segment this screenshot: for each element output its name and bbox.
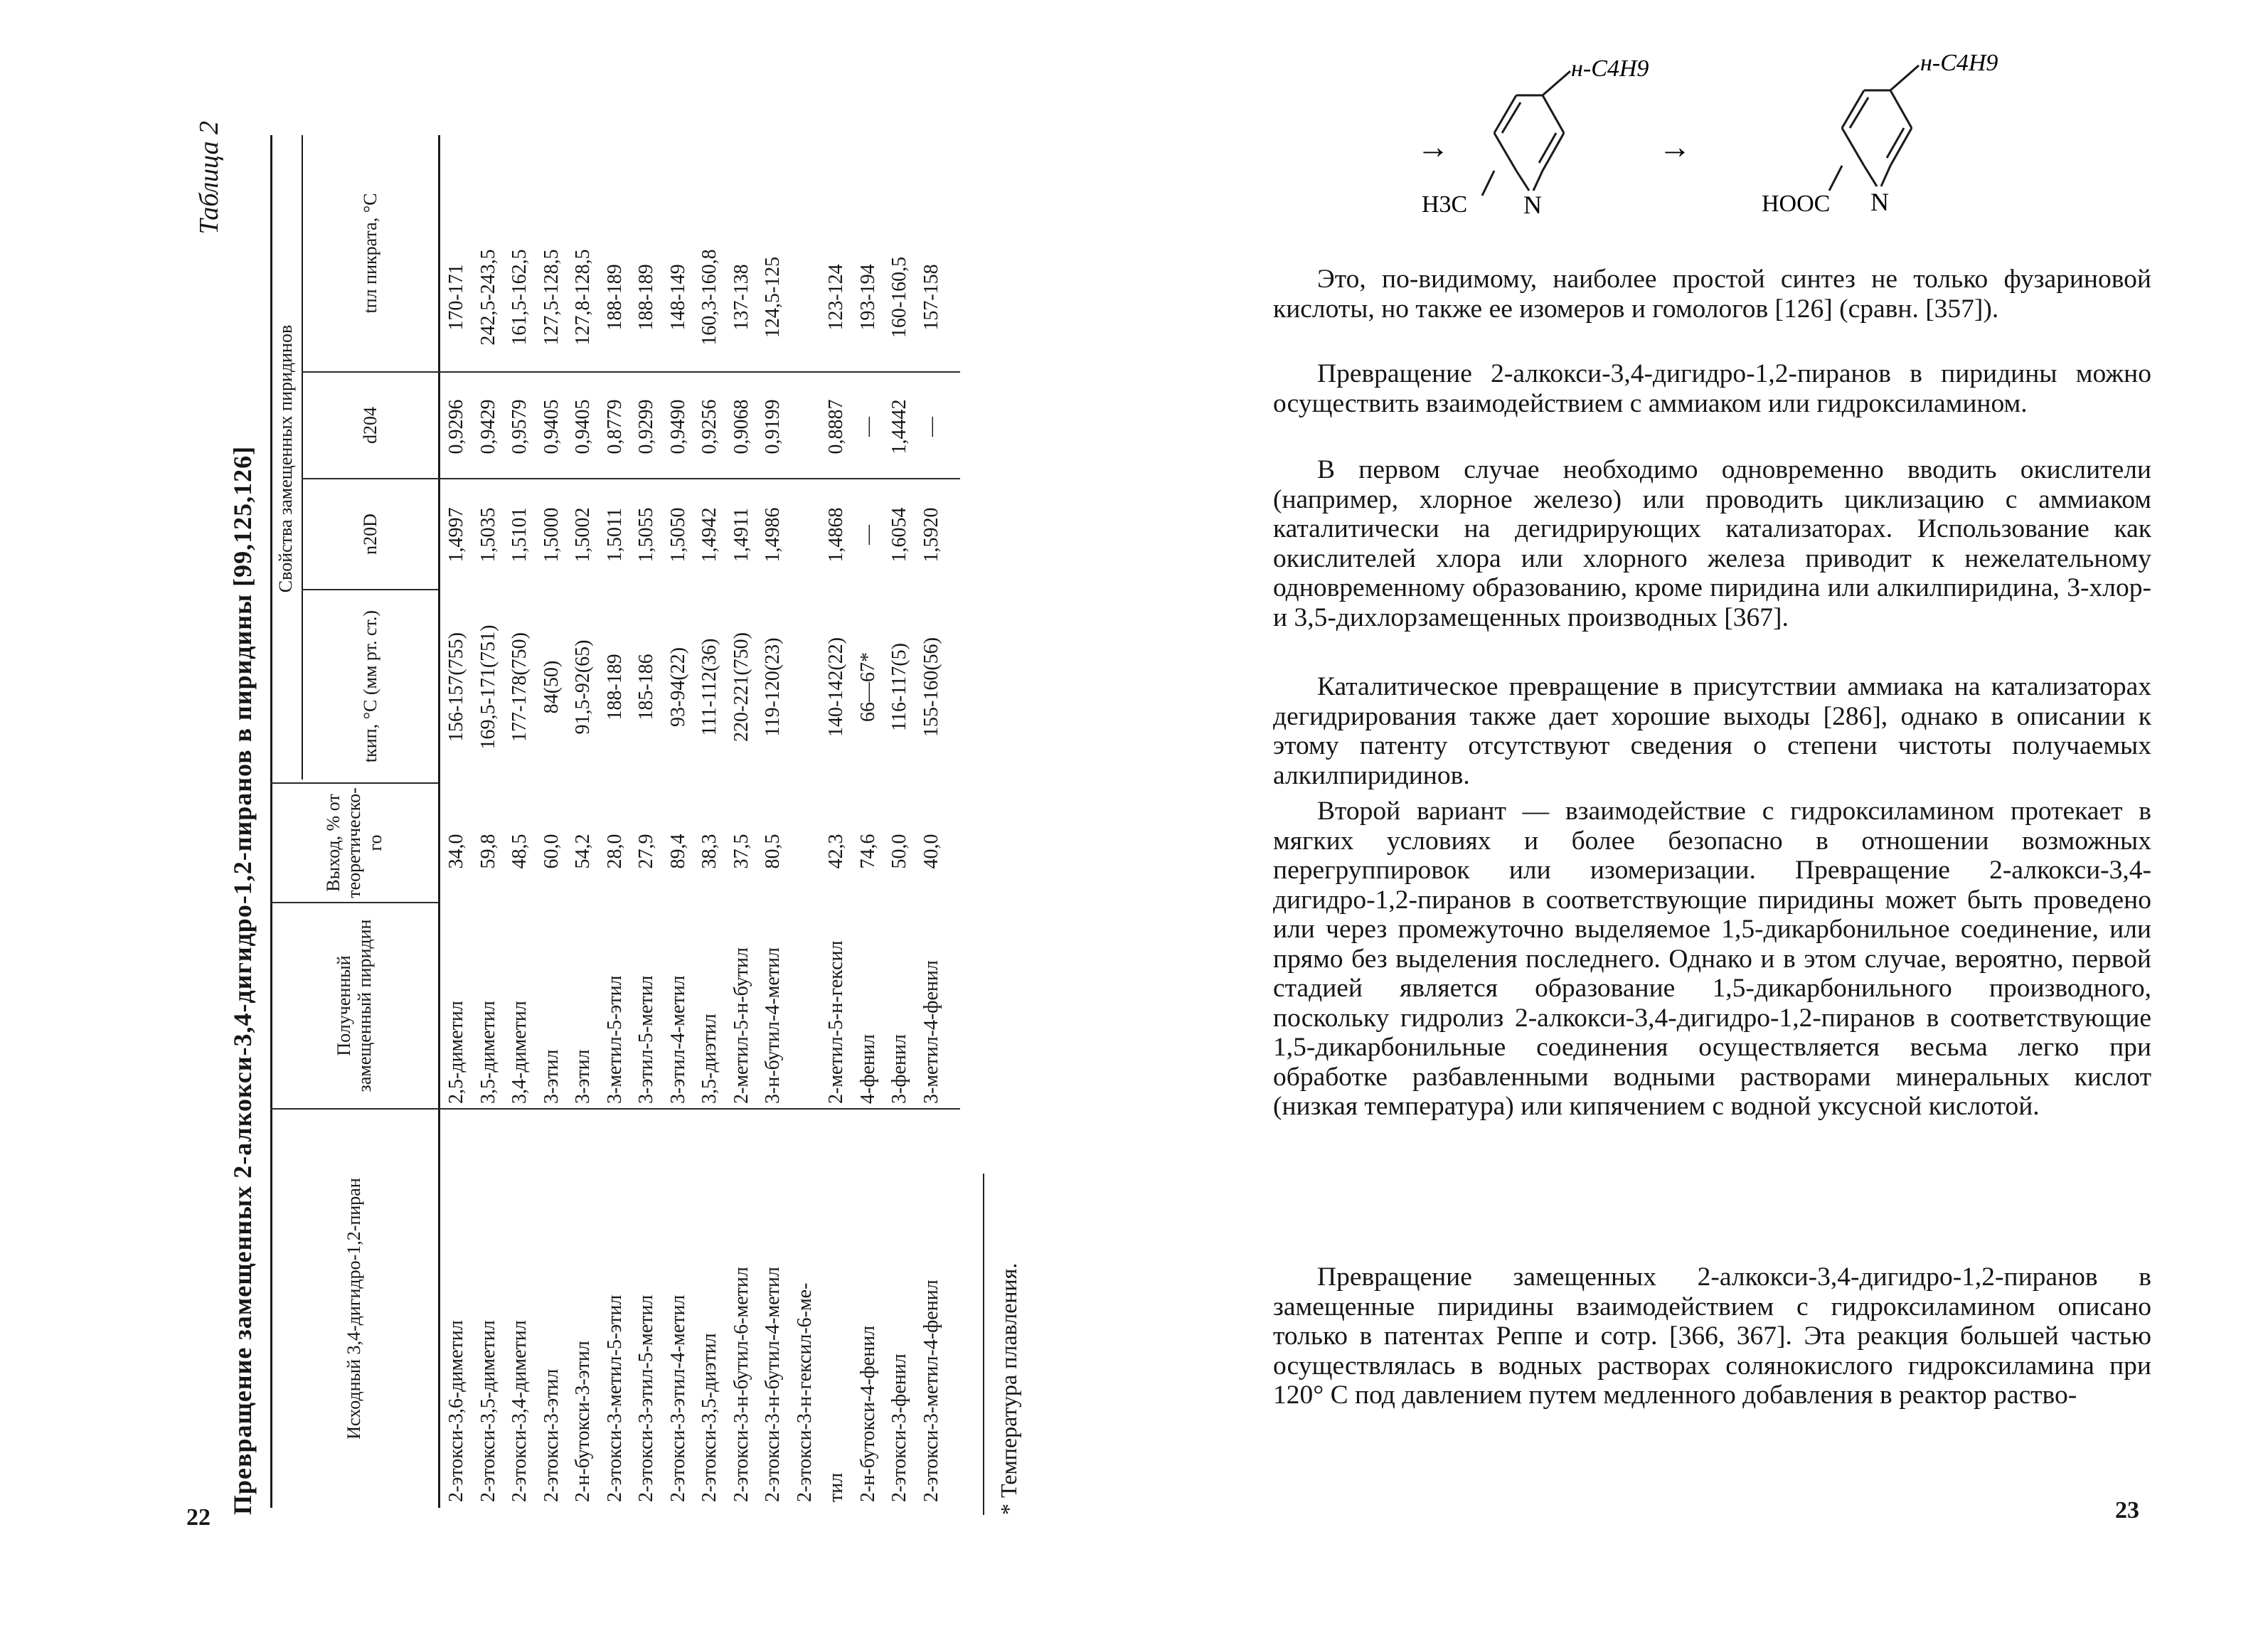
cell-yield: 54,2 bbox=[572, 834, 594, 869]
cell-bp: 220-221(750) bbox=[730, 632, 752, 742]
table-row bbox=[541, 135, 572, 1508]
cell-nd: 1,4986 bbox=[762, 507, 784, 563]
cell-yield: 38,3 bbox=[698, 834, 720, 869]
cell-bp: 169,5-171(751) bbox=[477, 624, 499, 750]
cell-nd: 1,5101 bbox=[509, 507, 531, 563]
cell-yield: 28,0 bbox=[603, 834, 626, 869]
cell-mp: 188-189 bbox=[603, 264, 626, 331]
cell-nd: 1,4997 bbox=[445, 507, 467, 563]
cell-d: — bbox=[920, 417, 942, 437]
cell-product: 3-н-бутил-4-метил bbox=[762, 947, 784, 1104]
cell-nd: 1,5011 bbox=[603, 508, 626, 562]
ring-n-label-1: N bbox=[1523, 191, 1542, 219]
butyl-label-2: н-C4H9 bbox=[1920, 50, 1998, 76]
cell-start: 2-н-бутокси-3-этил bbox=[572, 1341, 594, 1502]
cell-product: 2-метил-5-н-бутил bbox=[730, 947, 752, 1104]
right-page bbox=[1134, 0, 2268, 1638]
cell-start: 2-этокси-3-метил-4-фенил bbox=[920, 1280, 942, 1502]
cell-d: 0,9068 bbox=[730, 399, 752, 454]
cell-yield: 34,0 bbox=[445, 834, 467, 869]
footnote: * Температура плавления. bbox=[996, 1262, 1021, 1515]
cell-bp: 119-120(23) bbox=[762, 637, 784, 737]
cell-nd: 1,5055 bbox=[635, 507, 657, 563]
table-row bbox=[698, 135, 730, 1508]
header-start-pyran: Исходный 3,4-дигидро-1,2-пиран bbox=[344, 1178, 365, 1440]
cell-d: 0,8779 bbox=[603, 399, 626, 454]
table-row bbox=[730, 135, 762, 1508]
cell-product: 3-этил bbox=[540, 1049, 563, 1104]
cell-product: 3-этил-4-метил bbox=[666, 975, 689, 1104]
cell-start: 2-этокси-3-этил-4-метил bbox=[666, 1294, 689, 1502]
cell-bp: 156-157(755) bbox=[445, 632, 467, 742]
cell-d: — bbox=[856, 417, 879, 437]
cell-start: 2-н-бутокси-4-фенил bbox=[856, 1325, 879, 1502]
cell-bp: 177-178(750) bbox=[509, 632, 531, 742]
cell-bp: 140-142(22) bbox=[825, 637, 847, 737]
cell-yield: 50,0 bbox=[888, 834, 910, 869]
cell-yield: 74,6 bbox=[856, 834, 879, 869]
cell-d: 0,9299 bbox=[635, 399, 657, 454]
cell-bp: 116-117(5) bbox=[888, 643, 910, 731]
cell-nd: 1,4911 bbox=[730, 508, 752, 562]
cell-start: 2-этокси-3,5-диэтил bbox=[698, 1333, 720, 1502]
cell-mp: 137-138 bbox=[730, 264, 752, 331]
cell-start: 2-этокси-3-метил-5-этил bbox=[603, 1294, 626, 1502]
cell-nd: 1,5050 bbox=[666, 507, 689, 563]
table-row bbox=[667, 135, 698, 1508]
cell-start: 2-этокси-3-н-бутил-6-метил bbox=[730, 1267, 752, 1502]
cell-mp: 127,8-128,5 bbox=[572, 249, 594, 346]
cell-nd: 1,4942 bbox=[698, 507, 720, 563]
header-picrate-mp: tпл пикрата, °С bbox=[360, 193, 381, 314]
cell-d: 0,9429 bbox=[477, 399, 499, 454]
cell-product: 3-этил bbox=[572, 1049, 594, 1104]
pyridine-ring-1 bbox=[1482, 71, 1570, 196]
cell-d: 0,9199 bbox=[762, 399, 784, 454]
carboxyl-label: HOOC bbox=[1762, 191, 1831, 217]
cell-nd: — bbox=[856, 525, 879, 545]
cell-bp: 185-186 bbox=[635, 654, 657, 720]
cell-product: 3-метил-5-этил bbox=[603, 975, 626, 1104]
table-row bbox=[509, 135, 540, 1508]
cell-product: 3,5-диэтил bbox=[698, 1014, 720, 1104]
cell-start: 2-этокси-3,4-диметил bbox=[509, 1320, 531, 1502]
pyridine-ring-2 bbox=[1829, 65, 1919, 191]
table-row bbox=[604, 135, 635, 1508]
cell-mp: 193-194 bbox=[856, 264, 879, 331]
cell-bp: 84(50) bbox=[540, 660, 563, 714]
cell-d: 0,9579 bbox=[509, 399, 531, 454]
page-number-left: 22 bbox=[186, 1504, 211, 1531]
table-row bbox=[857, 135, 888, 1508]
cell-product: 2-метил-5-н-гексил bbox=[825, 940, 847, 1104]
cell-mp: 160,3-160,8 bbox=[698, 249, 720, 346]
reaction-scheme bbox=[1134, 0, 2268, 270]
cell-product: 3-фенил bbox=[888, 1034, 910, 1104]
table-row bbox=[794, 135, 825, 1508]
cell-start: 2-этокси-3,5-диметил bbox=[477, 1320, 499, 1502]
page-number-right: 23 bbox=[2115, 1497, 2139, 1523]
cell-yield: 37,5 bbox=[730, 834, 752, 869]
cell-d: 0,9405 bbox=[540, 399, 563, 454]
data-table bbox=[270, 135, 960, 1508]
cell-bp: 111-112(36) bbox=[698, 638, 720, 736]
header-yield: Выход, % от теоретического bbox=[323, 787, 385, 898]
cell-product: 3,4-диметил bbox=[509, 1001, 531, 1104]
cell-mp: 123-124 bbox=[825, 264, 847, 331]
cell-d: 1,4442 bbox=[888, 399, 910, 454]
header-product-pyridine: Полученный замещенный пиридин bbox=[333, 919, 375, 1092]
cell-nd: 1,6054 bbox=[888, 507, 910, 563]
cell-mp: 188-189 bbox=[635, 264, 657, 331]
cell-d: 0,9256 bbox=[698, 399, 720, 454]
cell-d: 0,9296 bbox=[445, 399, 467, 454]
paragraph-2: Превращение 2-алкокси-3,4-дигидро-1,2-пиранов в пиридины можно осуществить взаимодействием с аммиаком или гидроксиламином. bbox=[1273, 359, 2151, 418]
cell-start: 2-этокси-3-этил-5-метил bbox=[635, 1294, 657, 1502]
cell-nd: 1,5920 bbox=[920, 507, 942, 563]
table-row bbox=[920, 135, 952, 1508]
header-density: d204 bbox=[360, 407, 381, 444]
cell-yield: 42,3 bbox=[825, 834, 847, 869]
cell-product: 3-метил-4-фенил bbox=[920, 960, 942, 1104]
cell-product: 2,5-диметил bbox=[445, 1001, 467, 1104]
rotated-table-block bbox=[193, 107, 1118, 1515]
paragraph-1: Это, по-видимому, наиболее простой синтез не только фузариновой кислоты, но также ее изомеров и гомологов [126] (сравн. [357]). bbox=[1273, 265, 2151, 324]
cell-mp: 160-160,5 bbox=[888, 256, 910, 339]
cell-mp: 124,5-125 bbox=[762, 256, 784, 339]
cell-start: 2-этокси-3-фенил bbox=[888, 1354, 910, 1502]
cell-bp: 93-94(22) bbox=[666, 647, 689, 727]
methyl-label: H3C bbox=[1422, 191, 1468, 218]
cell-start: 2-этокси-3,6-диметил bbox=[445, 1320, 467, 1502]
cell-mp: 161,5-162,5 bbox=[509, 249, 531, 346]
cell-bp: 155-160(56) bbox=[920, 637, 942, 737]
table-row bbox=[825, 135, 856, 1508]
cell-mp: 157-158 bbox=[920, 264, 942, 331]
cell-yield: 59,8 bbox=[477, 834, 499, 869]
cell-yield: 27,9 bbox=[635, 834, 657, 869]
cell-start: 2-этокси-3-этил bbox=[540, 1368, 563, 1502]
header-boiling-point: tкип, °С (мм рт. ст.) bbox=[360, 610, 381, 763]
cell-start: 2-этокси-3-н-бутил-4-метил bbox=[762, 1267, 784, 1502]
cell-yield: 40,0 bbox=[920, 834, 942, 869]
cell-mp: 170-171 bbox=[445, 264, 467, 331]
table-row bbox=[445, 135, 477, 1508]
paragraph-3: В первом случае необходимо одновременно вводить окислители (например, хлорное железо) или проводить циклизацию с аммиаком каталитически на дегидрирующих катализаторах. Использование как окислителей хлора или хлорного железа приводит к нежелательному одновременному образованию, кроме пиридина или алкилпиридина, 3-хлор- и 3,5-дихлорзамещенных производных [367]. bbox=[1273, 455, 2151, 632]
cell-nd: 1,4868 bbox=[825, 507, 847, 563]
cell-yield: 80,5 bbox=[762, 834, 784, 869]
cell-nd: 1,5035 bbox=[477, 507, 499, 563]
cell-d: 0,8887 bbox=[825, 399, 847, 454]
footnote-rule bbox=[983, 1174, 984, 1515]
cell-start: тил bbox=[825, 1472, 847, 1502]
cell-d: 0,9490 bbox=[666, 399, 689, 454]
table-caption: Таблица 2 bbox=[194, 121, 224, 235]
cell-product: 4-фенил bbox=[856, 1034, 879, 1104]
table-row bbox=[477, 135, 509, 1508]
paragraph-6: Превращение замещенных 2-алкокси-3,4-дигидро-1,2-пиранов в замещенные пиридины взаимодействием с гидроксиламином описано только в патентах Реппе и сотр. [366, 367]. Эта реакция большей частью осуществлялась в водных растворах солянокислого гидроксиламина при 120° С под давлением путем медленного добавления в реактор раство- bbox=[1273, 1262, 2151, 1410]
table-row bbox=[635, 135, 666, 1508]
arrow-1: → bbox=[1417, 129, 1449, 165]
cell-nd: 1,5000 bbox=[540, 507, 563, 563]
cell-start: 2-этокси-3-н-гексил-6-ме- bbox=[793, 1282, 816, 1502]
cell-mp: 242,5-243,5 bbox=[477, 249, 499, 346]
cell-yield: 48,5 bbox=[509, 834, 531, 869]
cell-bp: 188-189 bbox=[603, 654, 626, 720]
header-refractive-index: n20D bbox=[360, 514, 381, 555]
paragraph-4: Каталитическое превращение в присутствии аммиака на катализаторах дегидрирования также дает хорошие выходы [286], однако в описании к этому патенту отсутствуют сведения о степени чистоты получаемых алкилпиридинов. bbox=[1273, 672, 2151, 790]
cell-bp: 66—67* bbox=[856, 652, 879, 722]
cell-d: 0,9405 bbox=[572, 399, 594, 454]
table-row bbox=[888, 135, 920, 1508]
cell-mp: 148-149 bbox=[666, 264, 689, 331]
butyl-label-1: н-C4H9 bbox=[1571, 55, 1649, 82]
cell-product: 3-этил-5-метил bbox=[635, 975, 657, 1104]
arrow-2: → bbox=[1659, 129, 1691, 165]
cell-yield: 89,4 bbox=[666, 834, 689, 869]
table-header-rule bbox=[438, 135, 440, 1508]
header-properties-group: Свойства замещенных пиридинов bbox=[275, 324, 297, 593]
table-title: Превращение замещенных 2-алкокси-3,4-дигидро-1,2-пиранов в пиридины [99,125,126] bbox=[228, 445, 257, 1515]
table-row bbox=[572, 135, 603, 1508]
table-row bbox=[762, 135, 793, 1508]
cell-mp: 127,5-128,5 bbox=[540, 249, 563, 346]
cell-product: 3,5-диметил bbox=[477, 1001, 499, 1104]
cell-bp: 91,5-92(65) bbox=[572, 639, 594, 735]
cell-nd: 1,5002 bbox=[572, 507, 594, 563]
paragraph-5: Второй вариант — взаимодействие с гидроксиламином протекает в мягких условиях и более безопасно в отношении возможных перегруппировок или изомеризации. Превращение 2-алкокси-3,4-дигидро-1,2-пиранов в соответствующие пиридины может быть проведено или через промежуточно выделяемое 1,5-дикарбонильное соединение, или прямо без выделения последнего. Однако и в этом случае, вероятно, первой стадией является образование 1,5-дикарбонильного производного, поскольку гидролиз 2-алкокси-3,4-дигидро-1,2-пиранов в соответствующие 1,5-дикарбонильные соединения осуществляется весьма легко при обработке разбавленными водными растворами минеральных кислот (низкая температура) или кипячением с водной уксусной кислотой. bbox=[1273, 797, 2151, 1121]
cell-yield: 60,0 bbox=[540, 834, 563, 869]
ring-n-label-2: N bbox=[1870, 188, 1889, 216]
